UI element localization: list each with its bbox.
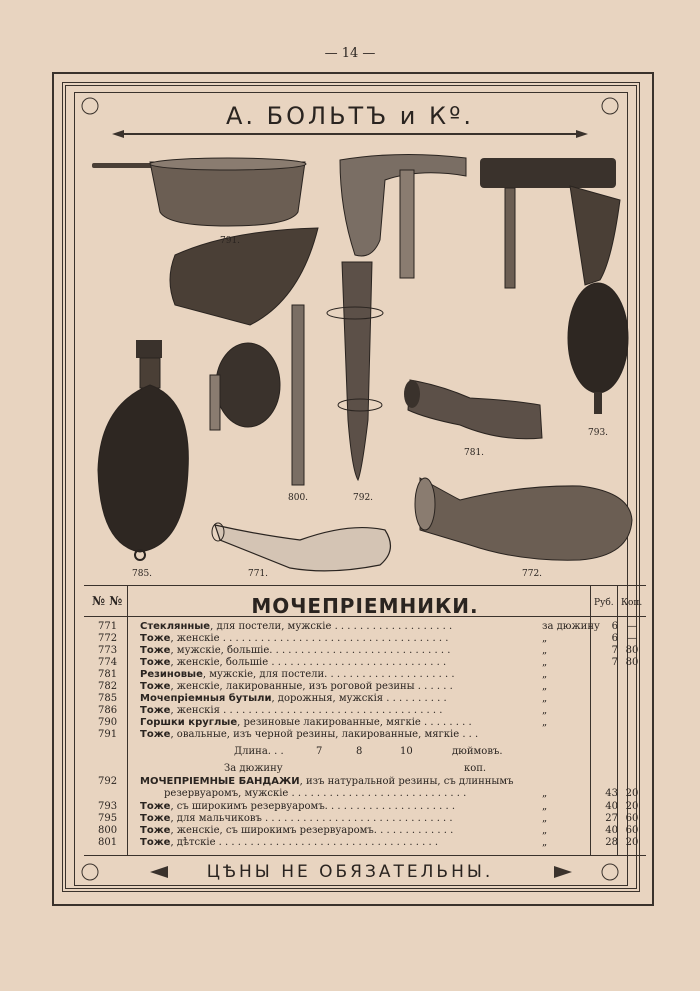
row-text: , женскiе, съ широкимъ резервуаромъ. . . . . . . . . . . . . (170, 825, 454, 836)
number-column-header: № № (92, 594, 123, 608)
row-text: , дорожныя, мужскiя . . . . . . . . . . (271, 693, 447, 704)
table-row (84, 681, 646, 693)
row-description (140, 693, 580, 705)
table-row-792 (84, 776, 646, 788)
row-bold-name: Тоже (140, 729, 171, 740)
row-number: 791 (98, 729, 118, 740)
row-bold-name: Тоже (140, 837, 171, 848)
row-text: , съ широкимъ резервуаромъ. . . . . . . . . . . . . . . . . . . . . (170, 801, 456, 812)
row-rub: 27 (605, 813, 618, 824)
row-unit: „ (542, 801, 548, 812)
row-bold-name: Тоже (140, 633, 171, 644)
table-bottom-line (84, 855, 646, 856)
figure-label-793: 793. (588, 428, 609, 438)
row-bold-name: Тоже (140, 801, 171, 812)
row-number: 774 (98, 657, 118, 668)
heading-rule (118, 133, 582, 135)
table-row (84, 621, 646, 633)
length-value-1: 7 (316, 746, 323, 757)
item-800-urinal-illustration (170, 228, 318, 485)
row-bold-name: Тоже (140, 657, 171, 668)
row-description (140, 705, 580, 717)
row-number: 785 (98, 693, 118, 704)
table-top-line (84, 585, 646, 586)
row-bold-name: Мочепрiемныя бутыли (140, 693, 272, 704)
row-unit: „ (542, 657, 548, 668)
row-number: 771 (98, 621, 118, 632)
row-number: 792 (98, 776, 118, 787)
row-kop: — (627, 621, 637, 632)
row-description (140, 825, 580, 837)
row-text: , женскiя . . . . . . . . . . . . . . . . . . . . . . . . . . . . . . . . . . . (170, 705, 443, 716)
item-781-urinal-illustration (404, 380, 542, 439)
item-771-glass-urinal-illustration (212, 523, 390, 571)
row-rub: 6 (611, 621, 618, 632)
length-label: Длина. . . (234, 746, 284, 757)
row-text-line2: резервуаромъ, мужскiе . . . . . . . . . . . . . . . . . . . . . . . . . . . . (164, 788, 467, 799)
row-unit: „ (542, 813, 548, 824)
row-kop: 60 (625, 825, 639, 836)
row-number: 773 (98, 645, 118, 656)
row-description (140, 669, 580, 681)
table-row (84, 729, 646, 741)
per-dozen-row (84, 763, 646, 775)
row-rub: 7 (611, 645, 618, 656)
figure-label-791: 791. (220, 236, 241, 246)
row-kop: 80 (625, 657, 639, 668)
table-row (84, 669, 646, 681)
page-number: — 14 — (324, 46, 376, 61)
row-unit: „ (542, 705, 548, 716)
row-kop: 20 (625, 837, 639, 848)
row-bold-name: Горшки круглые (140, 717, 238, 728)
table-row (84, 717, 646, 729)
row-unit: за дюжину (542, 621, 600, 632)
row-description (140, 717, 580, 729)
row-number: 786 (98, 705, 118, 716)
row-bold-name: МОЧЕПРIЕМНЫЕ БАНДАЖИ (140, 776, 300, 787)
row-text: , мужскiе, для постели. . . . . . . . . . . . . . . . . . . . . (202, 669, 455, 680)
row-unit: „ (542, 837, 548, 848)
row-number: 800 (98, 825, 118, 836)
table-row (84, 705, 646, 717)
row-bold-name: Тоже (140, 705, 171, 716)
row-kop: 60 (625, 813, 639, 824)
row-rub: 6 (611, 633, 618, 644)
per-dozen-unit: коп. (464, 763, 487, 774)
row-number: 801 (98, 837, 118, 848)
row-text: , овальные, изъ черной резины, лакированные, мягкiе . . . (170, 729, 479, 740)
row-description (140, 657, 580, 669)
row-description (140, 645, 580, 657)
row-description (140, 633, 580, 645)
row-unit: „ (542, 693, 548, 704)
row-description (140, 837, 580, 849)
section-title: МОЧЕПРIЕМНИКИ. (251, 594, 479, 618)
table-row (84, 837, 646, 849)
row-kop: 20 (625, 788, 639, 799)
row-text: , для постели, мужскiе . . . . . . . . . . . . . . . . . . . (210, 621, 453, 632)
row-number: 781 (98, 669, 118, 680)
item-792-bandage-illustration (327, 154, 466, 480)
row-number: 795 (98, 813, 118, 824)
row-bold-name: Тоже (140, 813, 171, 824)
row-text: , резиновые лакированные, мягкiе . . . . . . . . (237, 717, 472, 728)
figure-label-800: 800. (288, 493, 309, 503)
row-text: , изъ натуральной резины, съ длиннымъ (299, 776, 514, 787)
length-value-2: 8 (356, 746, 363, 757)
row-rub: 28 (605, 837, 618, 848)
table-row (84, 633, 646, 645)
table-row (84, 657, 646, 669)
item-793-bandage-illustration (480, 158, 628, 414)
row-text: , женскiе, большiе . . . . . . . . . . . . . . . . . . . . . . . . . . . . (170, 657, 447, 668)
table-row (84, 813, 646, 825)
figure-label-771: 771. (248, 569, 269, 579)
rub-column-header: Руб. (594, 598, 614, 608)
item-785-flask-illustration (98, 340, 188, 560)
row-number: 790 (98, 717, 118, 728)
row-rub: 7 (611, 657, 618, 668)
table-row (84, 645, 646, 657)
company-heading: А. БОЛЬТЪ и Кº. (225, 102, 474, 130)
row-description (140, 729, 580, 741)
row-unit: „ (542, 645, 548, 656)
row-bold-name: Тоже (140, 645, 171, 656)
length-unit: дюймовъ. (452, 746, 503, 757)
footer-note: ЦѢНЫ НЕ ОБЯЗАТЕЛЬНЫ. (206, 862, 494, 882)
row-text: , женскiе, лакированные, изъ роговой резины . . . . . . (170, 681, 453, 692)
row-description (140, 813, 580, 825)
table-row (84, 825, 646, 837)
row-bold-name: Тоже (140, 681, 171, 692)
row-unit: „ (542, 633, 548, 644)
row-bold-name: Стеклянные (140, 621, 211, 632)
figure-label-772: 772. (522, 569, 543, 579)
row-description (140, 801, 580, 813)
row-text: , мужскiе, большiе. . . . . . . . . . . . . . . . . . . . . . . . . . . . . (170, 645, 451, 656)
row-description (140, 776, 580, 788)
row-kop: — (627, 633, 637, 644)
row-rub: 43 (605, 788, 618, 799)
row-rub: 40 (605, 825, 618, 836)
row-unit: „ (542, 669, 548, 680)
row-text: , для мальчиковъ . . . . . . . . . . . . . . . . . . . . . . . . . . . . . . (170, 813, 453, 824)
length-value-3: 10 (400, 746, 413, 757)
row-number: 782 (98, 681, 118, 692)
row-unit: „ (542, 788, 548, 799)
row-bold-name: Тоже (140, 825, 171, 836)
row-description (140, 681, 580, 693)
row-number: 772 (98, 633, 118, 644)
item-772-glass-vessel-illustration (415, 478, 632, 560)
row-text: , дѣтскiе . . . . . . . . . . . . . . . . . . . . . . . . . . . . . . . . . . . (170, 837, 438, 848)
row-unit: „ (542, 681, 548, 692)
table-row (84, 693, 646, 705)
row-unit: „ (542, 825, 548, 836)
row-number: 793 (98, 801, 118, 812)
row-kop: 80 (625, 645, 639, 656)
figure-label-781: 781. (464, 448, 485, 458)
row-bold-name: Резиновые (140, 669, 203, 680)
row-kop: 20 (625, 801, 639, 812)
per-dozen-label: За дюжину (224, 763, 283, 774)
length-row (84, 746, 646, 758)
kop-column-header: Коп. (621, 598, 643, 608)
row-unit: „ (542, 717, 548, 728)
row-rub: 40 (605, 801, 618, 812)
item-791-bedpan-illustration (92, 158, 306, 226)
table-row-792-continuation (84, 788, 646, 800)
row-description (140, 621, 580, 633)
table-row (84, 801, 646, 813)
figure-label-785: 785. (132, 569, 153, 579)
row-text: , женскiе . . . . . . . . . . . . . . . . . . . . . . . . . . . . . . . . . . . . (170, 633, 449, 644)
figure-label-792: 792. (353, 493, 374, 503)
